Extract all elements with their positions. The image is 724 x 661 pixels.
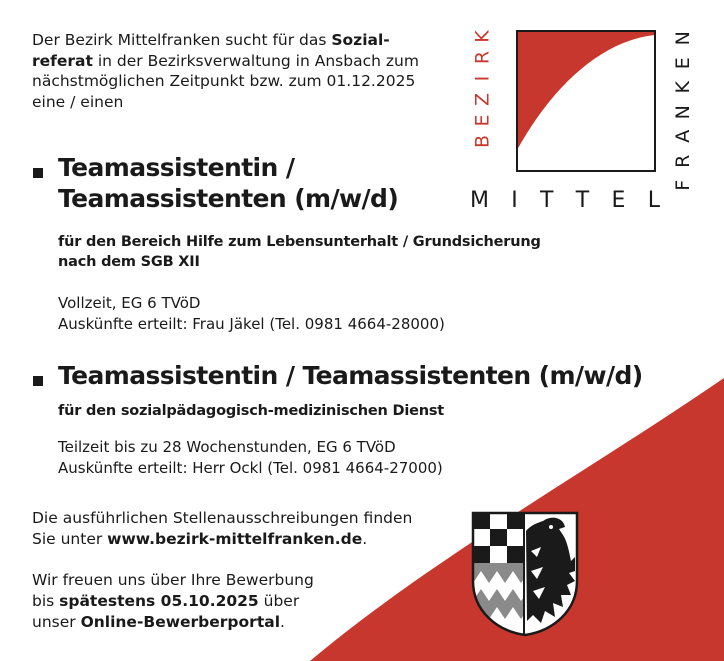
logo-franken-text: N E K N A R F (671, 31, 694, 191)
logo-square-emblem (516, 30, 656, 172)
intro-bold-referat: referat (32, 51, 93, 70)
footer-application: Wir freuen uns über Ihre Bewerbung bis spätestens 05.10.2025 über unser Online-Bewerberportal. (32, 571, 314, 631)
job1-details: Vollzeit, EG 6 TVöD Auskünfte erteilt: Frau Jäkel (Tel. 0981 4664-28000) (58, 294, 445, 333)
online-portal-text: Online-Bewerberportal (80, 613, 281, 631)
logo-bezirk-text: K R I Z E B (471, 30, 494, 149)
intro-paragraph (32, 30, 452, 112)
footer-info: Die ausführlichen Stellenausschreibungen finden Sie unter www.bezirk-mittelfranken.de. (32, 509, 413, 548)
intro-eine-einen: eine / einen (32, 92, 124, 111)
coat-of-arms-crest (471, 511, 579, 637)
intro-bold-sozial: Sozial- (331, 31, 390, 49)
logo-mittel-text: M I T T E L (470, 188, 660, 213)
job1-title: Teamassistentin / Teamassistenten (m/w/d) (58, 153, 399, 213)
bullet-job1 (33, 168, 43, 178)
intro-text-2: in der Bezirksverwaltung in Ansbach zum (92, 51, 419, 70)
intro-text: Der Bezirk Mittelfranken sucht für das (32, 31, 332, 49)
job1-subtitle: für den Bereich Hilfe zum Lebensunterhalt / Grundsicherung nach dem SGB XII (58, 234, 541, 270)
job2-title: Teamassistentin / Teamassistenten (m/w/d) (58, 361, 643, 390)
website-link[interactable]: www.bezirk-mittelfranken.de (107, 530, 363, 548)
intro-date-line: nächstmöglichen Zeitpunkt bzw. zum 01.12.2025 (32, 72, 416, 90)
job2-details: Teilzeit bis zu 28 Wochenstunden, EG 6 TVöD Auskünfte erteilt: Herr Ockl (Tel. 0981 4664-27000) (58, 438, 443, 477)
deadline-date: spätestens 05.10.2025 (59, 592, 259, 610)
bezirk-mittelfranken-logo (466, 22, 706, 222)
job2-subtitle: für den sozialpädagogisch-medizinischen Dienst (58, 403, 445, 419)
bullet-job2 (33, 376, 43, 386)
